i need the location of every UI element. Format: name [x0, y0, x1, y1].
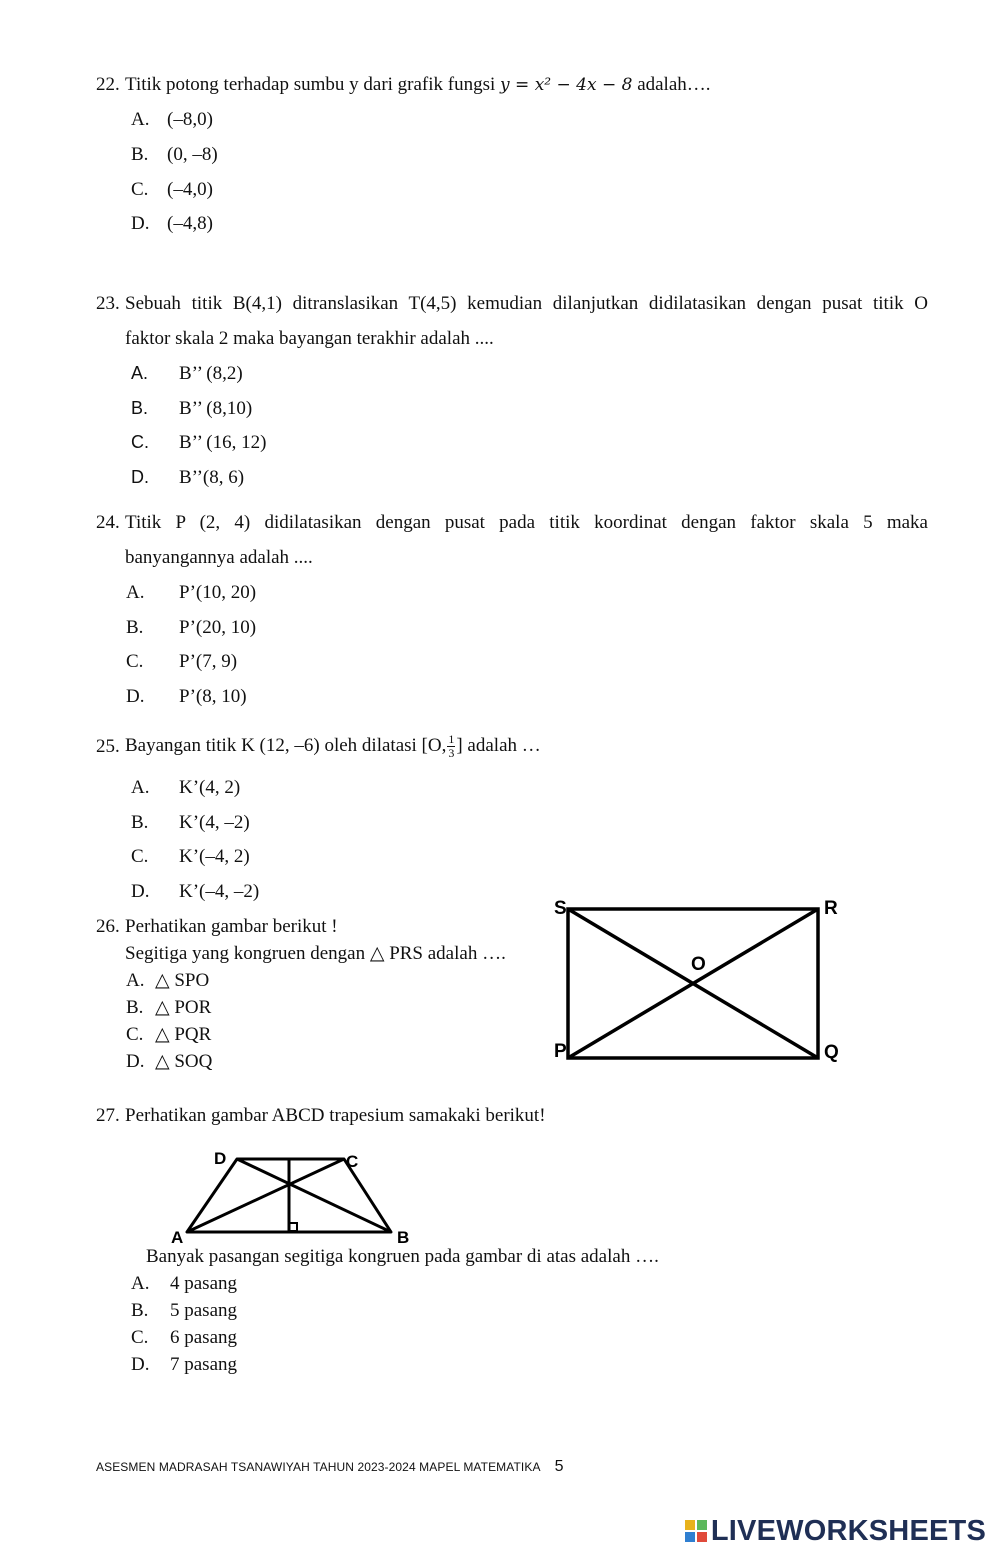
label-o: O	[691, 954, 706, 975]
q26-option-b[interactable]: △ POR	[155, 997, 212, 1018]
label-d: D	[214, 1149, 227, 1168]
q27-option-d[interactable]: 7 pasang	[170, 1354, 238, 1375]
logo-square-4	[697, 1532, 707, 1542]
q25-number: 25.	[96, 736, 120, 757]
q26-option-c-letter: C.	[126, 1024, 144, 1045]
q26-text-line2: Segitiga yang kongruen dengan △ PRS adalah ….	[125, 943, 506, 964]
q22-stem	[125, 74, 711, 97]
q22-text-after: adalah….	[637, 74, 711, 95]
q22-option-b-letter: B.	[131, 144, 149, 165]
page-number: 5	[554, 1458, 564, 1475]
q27-number: 27.	[96, 1105, 120, 1126]
q25-stem	[125, 730, 541, 762]
q24-option-a-letter: A.	[126, 582, 145, 603]
q26-option-a[interactable]: △ SPO	[155, 970, 210, 991]
rectangle-figure	[548, 890, 848, 1070]
q24-option-b[interactable]: P’(20, 10)	[179, 617, 257, 638]
q26-option-b-letter: B.	[126, 997, 144, 1018]
q22-formula: y = x² − 4x − 8	[500, 75, 633, 95]
q25-fraction	[447, 733, 455, 760]
q26-option-c[interactable]: △ PQR	[155, 1024, 212, 1045]
q23-text-line2: faktor skala 2 maka bayangan terakhir adalah ....	[125, 328, 494, 349]
q26-text-line1: Perhatikan gambar berikut !	[125, 916, 338, 937]
brand-name: LIVEWORKSHEETS	[710, 1515, 986, 1547]
q23-option-d[interactable]: B’’(8, 6)	[179, 467, 245, 488]
q25-fraction-denominator: 3	[448, 746, 455, 761]
q25-option-a-letter: A.	[131, 777, 150, 798]
q23-text-line1: Sebuah titik B(4,1) ditranslasikan T(4,5) kemudian dilanjutkan didilatasikan dengan pusat titik O	[125, 293, 928, 314]
q25-fraction-numerator: 1	[448, 732, 455, 747]
label-b: B	[397, 1228, 410, 1247]
q25-option-a[interactable]: K’(4, 2)	[179, 777, 241, 798]
q22-text: Titik potong terhadap sumbu y dari grafik fungsi	[125, 74, 496, 95]
q27-option-b-letter: B.	[131, 1300, 149, 1321]
q23-option-c-letter: C.	[131, 432, 149, 452]
q27-text-line1: Perhatikan gambar ABCD trapesium samakaki berikut!	[125, 1105, 546, 1126]
q26-option-d[interactable]: △ SOQ	[155, 1051, 213, 1072]
q22-option-c[interactable]: (–4,0)	[167, 179, 213, 200]
liveworksheets-logo-icon	[685, 1520, 707, 1542]
q24-number: 24.	[96, 512, 120, 533]
logo-square-1	[685, 1520, 695, 1530]
liveworksheets-brand[interactable]	[685, 1514, 986, 1549]
label-a: A	[171, 1228, 184, 1247]
q27-option-a-letter: A.	[131, 1273, 150, 1294]
q25-option-b-letter: B.	[131, 812, 149, 833]
q24-text-line2: banyangannya adalah ....	[125, 547, 313, 568]
q23-option-c[interactable]: B’’ (16, 12)	[179, 432, 267, 453]
q23-number: 23.	[96, 293, 120, 314]
q27-option-a[interactable]: 4 pasang	[170, 1273, 238, 1294]
q25-option-b[interactable]: K’(4, –2)	[179, 812, 250, 833]
q23-option-a[interactable]: B’’ (8,2)	[179, 363, 243, 384]
q25-text: Bayangan titik K (12, –6) oleh dilatasi [O,	[125, 735, 447, 756]
q24-option-c[interactable]: P’(7, 9)	[179, 651, 238, 672]
q26-number: 26.	[96, 916, 120, 937]
q22-option-d-letter: D.	[131, 213, 150, 234]
label-q: Q	[824, 1042, 839, 1063]
q24-text-line1: Titik P (2, 4) didilatasikan dengan pusat pada titik koordinat dengan faktor skala 5 maka	[125, 512, 928, 533]
q24-option-b-letter: B.	[126, 617, 144, 638]
q26-option-a-letter: A.	[126, 970, 145, 991]
q25-option-d[interactable]: K’(–4, –2)	[179, 881, 260, 902]
label-s: S	[554, 898, 567, 919]
trapezoid-figure	[160, 1145, 420, 1250]
q25-option-c[interactable]: K’(–4, 2)	[179, 846, 250, 867]
q27-option-c[interactable]: 6 pasang	[170, 1327, 238, 1348]
logo-square-2	[697, 1520, 707, 1530]
q22-number: 22.	[96, 74, 120, 95]
q24-option-c-letter: C.	[126, 651, 144, 672]
footer-text: ASESMEN MADRASAH TSANAWIYAH TAHUN 2023-2024 MAPEL MATEMATIKA	[96, 1460, 541, 1474]
q23-option-b[interactable]: B’’ (8,10)	[179, 398, 253, 419]
q22-option-a-letter: A.	[131, 109, 150, 130]
q22-option-a[interactable]: (–8,0)	[167, 109, 213, 130]
q24-option-a[interactable]: P’(10, 20)	[179, 582, 257, 603]
q27-option-b[interactable]: 5 pasang	[170, 1300, 238, 1321]
q23-option-d-letter: D.	[131, 467, 149, 487]
q22-option-d[interactable]: (–4,8)	[167, 213, 213, 234]
q23-option-a-letter: A.	[131, 363, 149, 383]
q24-option-d[interactable]: P’(8, 10)	[179, 686, 247, 707]
label-p: P	[554, 1041, 567, 1062]
q22-option-c-letter: C.	[131, 179, 149, 200]
q25-option-c-letter: C.	[131, 846, 149, 867]
page-footer	[96, 1457, 564, 1476]
q24-option-d-letter: D.	[126, 686, 145, 707]
q27-option-c-letter: C.	[131, 1327, 149, 1348]
q27-text-line2: Banyak pasangan segitiga kongruen pada gambar di atas adalah ….	[146, 1246, 659, 1267]
q27-option-d-letter: D.	[131, 1354, 150, 1375]
label-c: C	[346, 1152, 359, 1171]
q23-option-b-letter: B.	[131, 398, 149, 418]
label-r: R	[824, 898, 838, 919]
logo-square-3	[685, 1532, 695, 1542]
q25-option-d-letter: D.	[131, 881, 150, 902]
q22-option-b[interactable]: (0, –8)	[167, 144, 218, 165]
q25-text-after: ] adalah …	[456, 735, 541, 756]
q26-option-d-letter: D.	[126, 1051, 145, 1072]
